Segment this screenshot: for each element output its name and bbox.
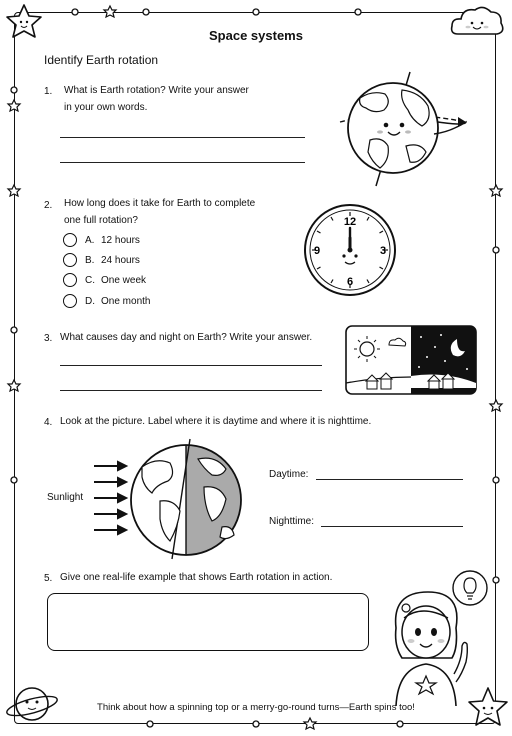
q3-number: 3. [44,333,53,344]
clock-icon [303,202,403,302]
q2-option-d[interactable] [63,294,150,308]
q2-text-line1: How long does it take for Earth to complete [64,198,256,209]
radio-circle[interactable] [63,273,77,287]
option-label: 24 hours [101,254,140,266]
q3-answer-line-2[interactable] [60,390,322,391]
worksheet-subtitle: Identify Earth rotation [44,53,159,67]
q2-text [64,195,255,229]
nighttime-label: Nighttime: [269,516,315,527]
q2-number: 2. [44,200,53,211]
clock-numeral-9: 9 [313,245,321,257]
q1-text-line1: What is Earth rotation? Write your answer [64,85,249,96]
option-letter: B. [85,254,95,266]
radio-circle[interactable] [63,253,77,267]
daytime-label: Daytime: [269,469,309,480]
option-letter: A. [85,234,95,246]
radio-circle[interactable] [63,294,77,308]
spinning-earth-icon [330,70,470,190]
option-letter: C. [85,274,95,286]
option-label: 12 hours [101,234,140,246]
option-letter: D. [85,295,95,307]
day-night-panel-icon [345,325,477,395]
q1-number: 1. [44,86,53,97]
q1-answer-line-2[interactable] [60,162,305,163]
q1-text [64,82,249,116]
q5-answer-box[interactable] [47,593,369,651]
clock-numeral-12: 12 [343,216,357,228]
q3-text: What causes day and night on Earth? Write your answer. [60,332,313,343]
sunlight-label: Sunlight [47,492,84,503]
earth-day-night-icon [126,441,256,561]
q3-answer-line-1[interactable] [60,365,322,366]
q5-text: Give one real-life example that shows Earth rotation in action. [60,572,333,583]
page-title: Space systems [209,28,303,43]
option-label: One week [101,274,147,286]
nighttime-answer-line[interactable] [321,526,463,527]
radio-circle[interactable] [63,233,77,247]
q2-option-a[interactable] [63,233,140,247]
clock-numeral-3: 3 [379,245,387,257]
q2-option-c[interactable] [63,273,146,287]
q1-text-line2: in your own words. [64,102,148,113]
q2-option-b[interactable] [63,253,140,267]
q2-text-line2: one full rotation? [64,215,138,226]
q4-number: 4. [44,417,53,428]
option-label: One month [101,295,151,307]
q4-text: Look at the picture. Label where it is daytime and where it is nighttime. [60,416,372,427]
daytime-answer-line[interactable] [316,479,463,480]
clock-numeral-6: 6 [346,276,354,288]
footer-hint: Think about how a spinning top or a merry-go-round turns—Earth spins too! [97,702,415,713]
q1-answer-line-1[interactable] [60,137,305,138]
q5-number: 5. [44,573,53,584]
